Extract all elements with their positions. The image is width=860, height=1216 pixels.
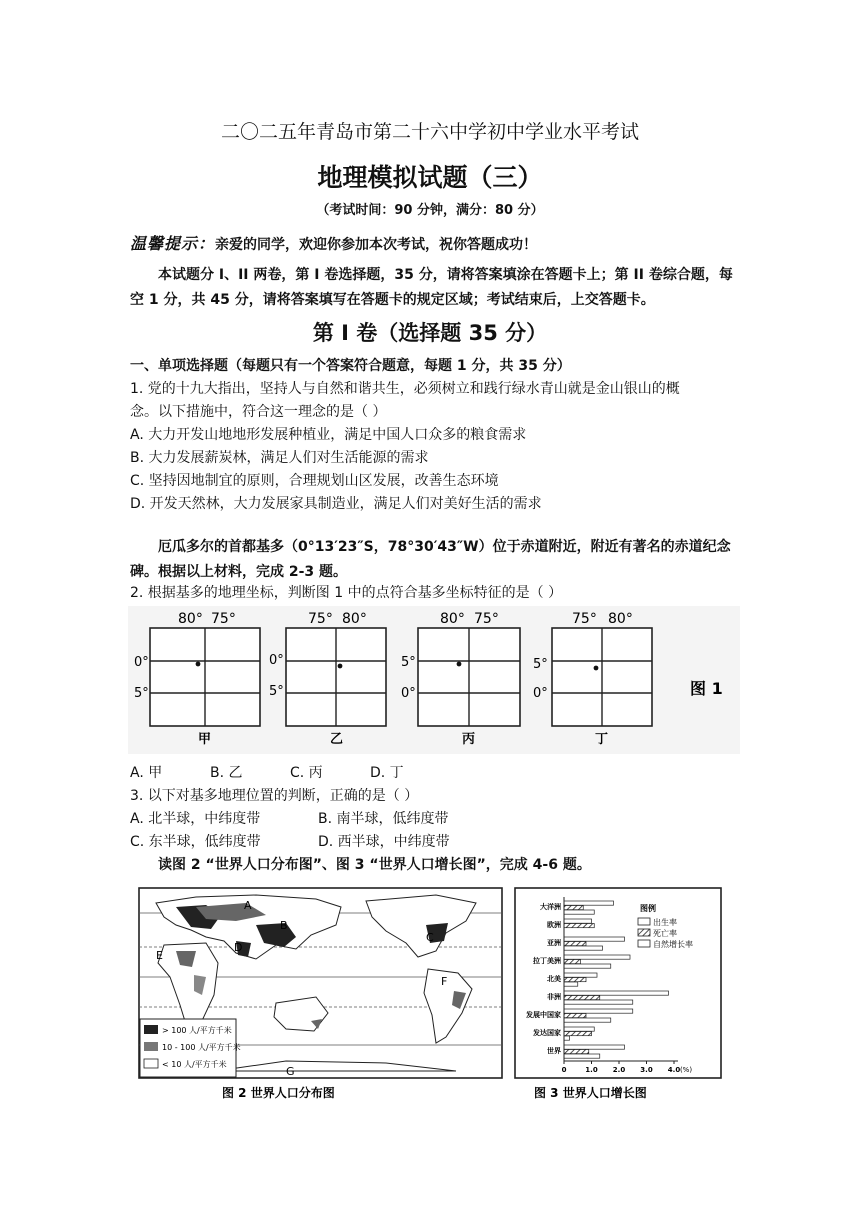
bing-left-bottom: 0° <box>401 686 416 701</box>
chart-bar-growth <box>564 982 578 986</box>
map-legend-high: > 100 人/平方千米 <box>162 1026 232 1035</box>
paper-title: 地理模拟试题（三） <box>317 163 543 192</box>
ding-left-top: 5° <box>533 657 548 672</box>
q2-option-d: D. 丁 <box>370 765 404 781</box>
chart-bar-growth <box>564 964 611 968</box>
map-letter-e: E <box>156 949 163 962</box>
chart-category-label: 欧洲 <box>547 921 561 929</box>
chart-bar-growth <box>564 1000 633 1004</box>
point-bing <box>457 662 462 667</box>
map-letter-d: D <box>234 941 243 954</box>
map-letter-a: A <box>244 899 252 912</box>
chart-bar-death <box>564 942 586 946</box>
material-text: 厄瓜多尔的首都基多（0°13′23″S，78°30′43″W）位于赤道附近，附近有著名的赤道纪念碑。根据以上材料，完成 2-3 题。 <box>130 539 731 580</box>
q1-stem-line1: 1. 党的十九大指出，坚持人与自然和谐共生，必须树立和践行绿水青山就是金山银山的概 <box>130 381 680 397</box>
ding-name: 丁 <box>595 732 609 747</box>
figure1 <box>128 606 740 754</box>
yi-left-top: 0° <box>269 653 284 668</box>
chart-category-label: 发达国家 <box>533 1029 561 1037</box>
yi-name: 乙 <box>330 732 344 747</box>
q1-option-b: B. 大力发展薪炭林，满足人们对生活能源的需求 <box>130 450 429 466</box>
q3-stem: 3. 以下对基多地理位置的判断，正确的是（ ） <box>130 788 419 804</box>
chart-bar-growth <box>564 946 603 950</box>
chart-bar-birth <box>564 973 597 977</box>
bing-name: 丙 <box>462 732 476 747</box>
map-legend-mid: 10 - 100 人/平方千米 <box>162 1043 241 1052</box>
q2-option-b: B. 乙 <box>210 765 243 781</box>
q1-option-d: D. 开发天然林，大力发展家具制造业，满足人们对美好生活的需求 <box>130 496 542 512</box>
q1-stem-line2: 念。以下措施中，符合这一理念的是（ ） <box>130 404 387 420</box>
chart-category-label: 亚洲 <box>547 939 561 947</box>
jia-left-top: 0° <box>134 655 149 670</box>
q3-option-d: D. 西半球，中纬度带 <box>318 834 450 850</box>
section-title: 第 I 卷（选择题 35 分） <box>312 321 548 345</box>
chart-bar-birth <box>564 1027 594 1031</box>
point-jia <box>196 662 201 667</box>
chart-category-label: 世界 <box>547 1047 561 1055</box>
q3-option-c: C. 东半球，低纬度带 <box>130 834 261 850</box>
chart-bar-birth <box>564 937 625 941</box>
chart-bar-growth <box>564 1036 570 1040</box>
chart-x-tick: 4.0 <box>667 1066 681 1074</box>
ding-top-right: 80° <box>608 611 633 627</box>
chart-bar-death <box>564 924 594 928</box>
chart-bar-death <box>564 1014 586 1018</box>
q3-options-row1 <box>130 808 449 828</box>
chart-x-tick: 1.0 <box>585 1066 598 1074</box>
q2-option-a: A. 甲 <box>130 765 163 781</box>
chart-bar-birth <box>564 919 592 923</box>
chart-category-label: 大洋洲 <box>540 903 561 911</box>
chart-legend-birth: 出生率 <box>653 918 677 927</box>
chart-category-label: 北美 <box>547 975 561 983</box>
bing-top-right: 75° <box>474 611 499 627</box>
chart-legend-death: 死亡率 <box>653 929 677 938</box>
chart-bar-birth <box>564 955 630 959</box>
chart-bar-death <box>564 978 586 982</box>
q1-option-c: C. 坚持因地制宜的原则，合理规划山区发展，改善生态环境 <box>130 473 499 489</box>
q3-options-row2 <box>130 831 450 851</box>
chart-bar-death <box>564 1032 592 1036</box>
tip-line <box>130 231 537 254</box>
map-letter-f: F <box>441 975 448 988</box>
q2-options <box>130 762 404 782</box>
point-ding <box>594 666 599 671</box>
grid-jia <box>134 611 260 747</box>
chart-x-tick: 3.0 <box>640 1066 653 1074</box>
map-letter-c: C <box>426 931 434 944</box>
yi-top-left: 75° <box>308 611 333 627</box>
figure1-label: 图 1 <box>690 679 723 698</box>
figure3-caption: 图 3 世界人口增长图 <box>534 1086 647 1100</box>
q2-option-c: C. 丙 <box>290 765 323 781</box>
q2-stem: 2. 根据基多的地理坐标，判断图 1 中的点符合基多坐标特征的是（ ） <box>130 585 563 601</box>
jia-top-left: 80° <box>178 611 203 627</box>
chart-bar-growth <box>564 910 594 914</box>
chart-bar-birth <box>564 991 669 995</box>
chart-x-tick: 2.0 <box>612 1066 626 1074</box>
jia-name: 甲 <box>198 732 212 747</box>
grid-bing <box>401 611 520 747</box>
map-legend-low: < 10 人/平方千米 <box>162 1060 227 1069</box>
map-legend <box>140 1019 241 1077</box>
yi-top-right: 80° <box>342 611 367 627</box>
chart-category-label: 拉丁美洲 <box>533 957 561 965</box>
figure2-population-map <box>136 885 506 1103</box>
exam-title: 二〇二五年青岛市第二十六中学初中学业水平考试 <box>220 121 639 143</box>
tip-text: 亲爱的同学，欢迎你参加本次考试，祝你答题成功！ <box>215 237 538 253</box>
grid-yi <box>269 611 386 747</box>
chart-category-label: 非洲 <box>547 993 561 1001</box>
chart-bar-birth <box>564 1045 625 1049</box>
chart-legend-title: 图例 <box>640 904 656 913</box>
figure2-caption: 图 2 世界人口分布图 <box>222 1086 335 1100</box>
ding-top-left: 75° <box>572 611 597 627</box>
chart-bar-birth <box>564 1009 633 1013</box>
instructions: 本试题分 I、II 两卷，第 I 卷选择题，35 分，请将答案填涂在答题卡上；第 II 卷综合题，每空 1 分，共 45 分，请将答案填写在答题卡的规定区域；考试结束后，上交答题卡。 <box>130 267 733 308</box>
chart-x-unit: (%) <box>679 1066 693 1074</box>
q3-option-b: B. 南半球，低纬度带 <box>318 811 449 827</box>
chart-x-tick: 0 <box>561 1066 567 1074</box>
point-yi <box>338 664 343 669</box>
bing-left-top: 5° <box>401 655 416 670</box>
figure3-growth-chart <box>512 885 724 1103</box>
map-letter-g: G <box>286 1065 295 1078</box>
ding-left-bottom: 0° <box>533 686 548 701</box>
jia-left-bottom: 5° <box>134 686 149 701</box>
map-letter-b: B <box>280 919 288 932</box>
chart-bar-death <box>564 960 581 964</box>
part-heading: 一、单项选择题（每题只有一个答案符合题意，每题 1 分，共 35 分） <box>130 358 571 374</box>
exam-info: （考试时间：90 分钟，满分：80 分） <box>316 203 544 218</box>
chart-bar-birth <box>564 901 614 905</box>
chart-bar-death <box>564 906 583 910</box>
yi-left-bottom: 5° <box>269 684 284 699</box>
chart-bar-growth <box>564 1018 611 1022</box>
chart-bar-death <box>564 1050 589 1054</box>
chart-legend-growth: 自然增长率 <box>653 940 693 949</box>
tip-label: 温馨提示： <box>130 234 216 253</box>
jia-top-right: 75° <box>211 611 236 627</box>
bing-top-left: 80° <box>440 611 465 627</box>
q1-option-a: A. 大力开发山地地形发展种植业，满足中国人口众多的粮食需求 <box>130 427 527 443</box>
chart-category-label: 发展中国家 <box>526 1011 561 1019</box>
figure-intro: 读图 2 “世界人口分布图”、图 3 “世界人口增长图”，完成 4-6 题。 <box>158 857 591 873</box>
chart-bar-death <box>564 996 600 1000</box>
chart-bar-growth <box>564 1054 600 1058</box>
q3-option-a: A. 北半球，中纬度带 <box>130 811 261 827</box>
